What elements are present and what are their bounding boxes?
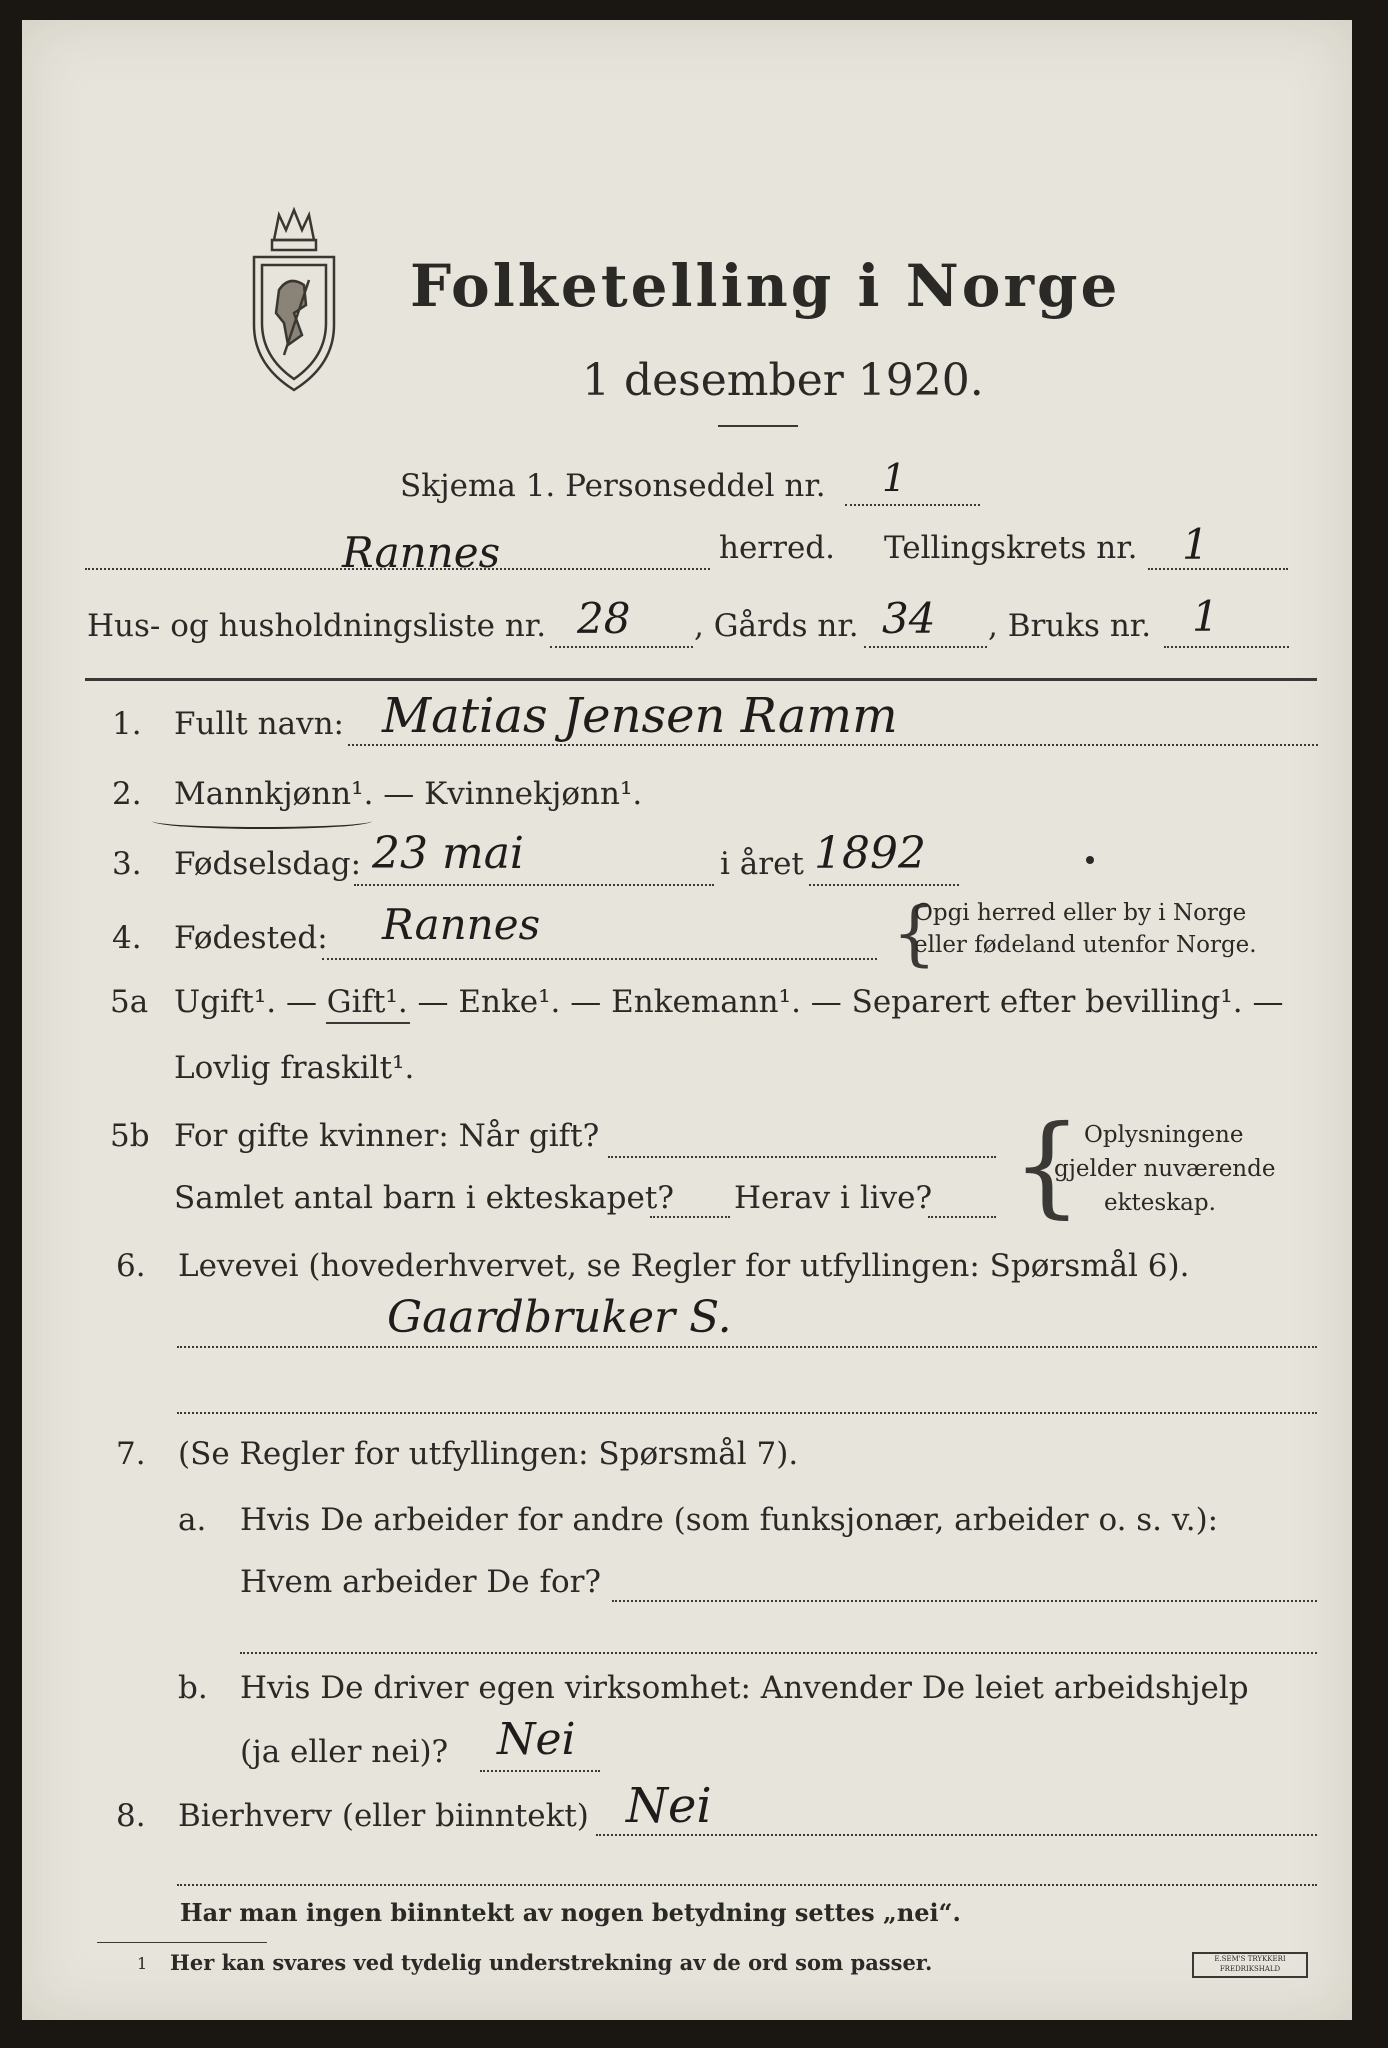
bruks-line (1164, 646, 1289, 648)
q1-label: Fullt navn: (174, 706, 344, 742)
header-divider (85, 678, 1317, 681)
q3-dot (1086, 856, 1094, 864)
q6-line2 (177, 1412, 1317, 1414)
tellingskrets-label: Tellingskrets nr. (884, 530, 1138, 566)
q3-year-label: i året (720, 846, 804, 882)
q5b-children-line (650, 1216, 730, 1218)
q7b-line (480, 1770, 600, 1772)
personseddel-nr[interactable]: 1 (882, 456, 907, 500)
q4-number: 4. (112, 920, 142, 956)
q7a-line1: Hvis De arbeider for andre (som funksjonær, arbeider o. s. v.): (240, 1502, 1219, 1538)
q3-value[interactable]: 23 mai (372, 828, 525, 879)
q5a-line2: Lovlig fraskilt¹. (174, 1050, 415, 1086)
footer-note: Har man ingen biinntekt av nogen betydning settes „nei“. (180, 1898, 961, 1927)
q4-note2: eller fødeland utenfor Norge. (914, 932, 1257, 958)
q2-underline-mark (152, 813, 372, 829)
q5a-gift-underline (326, 1022, 410, 1024)
q3-day-line (354, 884, 714, 886)
q5b-line2a: Samlet antal barn i ekteskapet? (174, 1180, 674, 1216)
q3-year-value[interactable]: 1892 (814, 828, 926, 879)
footnote-divider (97, 1942, 267, 1943)
q7-number: 7. (116, 1436, 146, 1472)
q6-line1 (177, 1346, 1317, 1348)
q7b-letter: b. (178, 1670, 208, 1706)
q5b-note3: ekteskap. (1104, 1190, 1216, 1216)
census-form (22, 20, 1352, 2020)
q8-number: 8. (116, 1798, 146, 1834)
q1-line (348, 744, 1318, 746)
q7b-value[interactable]: Nei (497, 1714, 576, 1765)
q2-label: Mannkjønn¹. — Kvinnekjønn¹. (174, 776, 643, 812)
q6-value[interactable]: Gaardbruker S. (387, 1292, 732, 1343)
tellingskrets-nr[interactable]: 1 (1182, 520, 1209, 569)
q4-value[interactable]: Rannes (382, 900, 541, 949)
q7b-line2: (ja eller nei)? (240, 1734, 449, 1770)
q5b-number: 5b (110, 1118, 150, 1154)
form-date: 1 desember 1920. (582, 355, 984, 406)
q4-note1: Opgi herred eller by i Norge (914, 900, 1247, 926)
q3-number: 3. (112, 846, 142, 882)
herred-suffix: herred. (719, 530, 835, 566)
q7a-line (612, 1600, 1317, 1602)
form-title: Folketelling i Norge (410, 252, 1121, 320)
q8-line (596, 1834, 1317, 1836)
herred-value[interactable]: Rannes (342, 528, 501, 577)
q2-number: 2. (112, 776, 142, 812)
q5b-alive-line (928, 1216, 996, 1218)
q3-label: Fødselsdag: (174, 846, 362, 882)
q1-value[interactable]: Matias Jensen Ramm (382, 688, 898, 744)
q7b-line1: Hvis De driver egen virksomhet: Anvender De leiet arbeidshjelp (240, 1670, 1249, 1706)
hus-line (550, 646, 693, 648)
q5b-married-line (608, 1156, 996, 1158)
gards-label: , Gårds nr. (694, 608, 859, 644)
tellingskrets-line (1148, 568, 1288, 570)
title-divider (718, 425, 798, 427)
footnote-text: Her kan svares ved tydelig understrekning av de ord som passer. (170, 1950, 933, 1975)
q7-label: (Se Regler for utfyllingen: Spørsmål 7). (178, 1436, 799, 1472)
q5b-note1: Oplysningene (1084, 1122, 1244, 1148)
gards-nr[interactable]: 34 (882, 594, 936, 643)
q6-label: Levevei (hovederhvervet, se Regler for utfyllingen: Spørsmål 6). (178, 1248, 1190, 1284)
q7a-line-extra (240, 1652, 1317, 1654)
schema-label: Skjema 1. Personseddel nr. (400, 468, 826, 504)
q4-line (322, 958, 877, 960)
q6-number: 6. (116, 1248, 146, 1284)
hus-label: Hus- og husholdningsliste nr. (87, 608, 547, 644)
q5b-note2: gjelder nuværende (1054, 1156, 1276, 1182)
q8-line-extra (177, 1884, 1317, 1886)
printer-stamp: E.SEM'S TRYKKERI FREDRIKSHALD (1192, 1952, 1308, 1978)
q5b-line1: For gifte kvinner: Når gift? (174, 1118, 600, 1154)
q7a-line2: Hvem arbeider De for? (240, 1564, 602, 1600)
gards-line (864, 646, 987, 648)
coat-of-arms-icon (244, 195, 344, 395)
q8-value[interactable]: Nei (626, 1778, 712, 1834)
hus-nr[interactable]: 28 (577, 594, 631, 643)
q5b-line2b: Herav i live? (734, 1180, 933, 1216)
footnote-mark: 1 (137, 1954, 148, 1973)
q5b-brace: { (1012, 1101, 1082, 1229)
q1-number: 1. (112, 706, 142, 742)
personseddel-line (845, 504, 980, 506)
q3-year-line (809, 884, 959, 886)
q5a-number: 5a (110, 984, 149, 1020)
q8-label: Bierhverv (eller biinntekt) (178, 1798, 589, 1834)
q4-label: Fødested: (174, 920, 328, 956)
q7a-letter: a. (178, 1502, 207, 1538)
q4-brace: { (892, 892, 937, 974)
q5a-line1: Ugift¹. — Gift¹. — Enke¹. — Enkemann¹. — Separert efter bevilling¹. — (174, 984, 1284, 1020)
bruks-nr[interactable]: 1 (1192, 592, 1219, 641)
bruks-label: , Bruks nr. (988, 608, 1152, 644)
